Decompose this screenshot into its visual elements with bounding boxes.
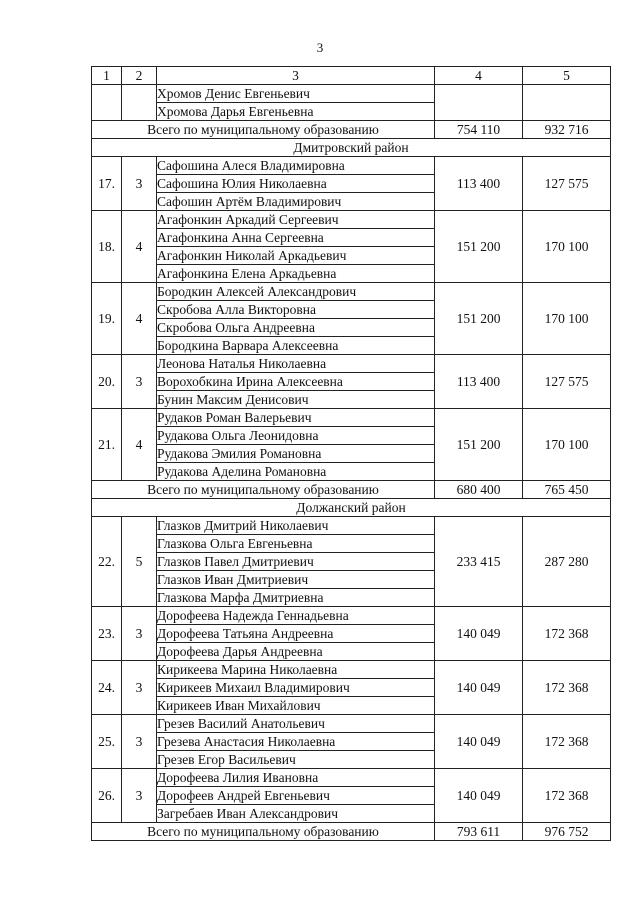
table-row [92,769,611,787]
total-col4: 793 611 [435,823,523,841]
family-col5: 127 575 [523,355,611,409]
member-name: Рудакова Ольга Леонидовна [157,427,435,445]
member-name: Глазков Иван Дмитриевич [157,571,435,589]
member-name: Агафонкин Николай Аркадьевич [157,247,435,265]
total-label: Всего по муниципальному образованию [92,121,435,139]
family-size: 3 [122,157,157,211]
family-col5: 172 368 [523,661,611,715]
family-size: 5 [122,517,157,607]
family-col5: 127 575 [523,157,611,211]
member-name: Сафошина Юлия Николаевна [157,175,435,193]
member-name: Дорофеева Надежда Геннадьевна [157,607,435,625]
table-row [92,157,611,175]
member-name: Агафонкина Елена Аркадьевна [157,265,435,283]
family-col4: 140 049 [435,715,523,769]
family-number: 18. [92,211,122,283]
total-col5: 932 716 [523,121,611,139]
family-col5: 172 368 [523,769,611,823]
family-col4: 113 400 [435,355,523,409]
family-col4: 151 200 [435,211,523,283]
member-name: Сафошин Артём Владимирович [157,193,435,211]
family-col5: 170 100 [523,211,611,283]
district-name: Должанский район [92,499,611,517]
member-name: Бородкина Варвара Алексеевна [157,337,435,355]
total-col4: 754 110 [435,121,523,139]
empty-cell [122,85,157,121]
page-number: 3 [316,40,324,55]
family-number: 23. [92,607,122,661]
member-name: Глазкова Ольга Евгеньевна [157,535,435,553]
member-name: Кирикеева Марина Николаевна [157,661,435,679]
family-size: 3 [122,715,157,769]
family-col4: 151 200 [435,283,523,355]
district-row [92,139,611,157]
member-name: Бунин Максим Денисович [157,391,435,409]
family-col5: 172 368 [523,715,611,769]
family-size: 4 [122,409,157,481]
member-name: Хромов Денис Евгеньевич [157,85,435,103]
family-col4: 233 415 [435,517,523,607]
table-row [92,409,611,427]
header-cell: 2 [122,67,157,85]
member-name: Агафонкина Анна Сергеевна [157,229,435,247]
member-name: Глазков Дмитрий Николаевич [157,517,435,535]
family-number: 17. [92,157,122,211]
family-col5: 170 100 [523,283,611,355]
empty-cell [435,85,523,121]
table-row [92,517,611,535]
member-name: Грезев Егор Васильевич [157,751,435,769]
total-row [92,823,611,841]
header-cell: 3 [157,67,435,85]
member-name: Рудаков Роман Валерьевич [157,409,435,427]
family-number: 19. [92,283,122,355]
family-size: 3 [122,607,157,661]
table-row [92,607,611,625]
header-cell: 4 [435,67,523,85]
family-col5: 287 280 [523,517,611,607]
header-cell: 1 [92,67,122,85]
member-name: Дорофеев Андрей Евгеньевич [157,787,435,805]
member-name: Кирикеев Иван Михайлович [157,697,435,715]
member-name: Глазкова Марфа Дмитриевна [157,589,435,607]
member-name: Грезев Василий Анатольевич [157,715,435,733]
table-row [92,355,611,373]
empty-cell [92,85,122,121]
member-name: Дорофеева Дарья Андреевна [157,643,435,661]
member-name: Агафонкин Аркадий Сергеевич [157,211,435,229]
total-label: Всего по муниципальному образованию [92,481,435,499]
member-name: Грезева Анастасия Николаевна [157,733,435,751]
family-number: 21. [92,409,122,481]
family-col4: 140 049 [435,607,523,661]
table-body [92,67,611,841]
member-name: Ворохобкина Ирина Алексеевна [157,373,435,391]
member-name: Кирикеев Михаил Владимирович [157,679,435,697]
table-row [92,661,611,679]
member-name: Дорофеева Татьяна Андреевна [157,625,435,643]
member-name: Скробова Ольга Андреевна [157,319,435,337]
total-label: Всего по муниципальному образованию [92,823,435,841]
table-row [92,715,611,733]
member-name: Глазков Павел Дмитриевич [157,553,435,571]
district-row [92,499,611,517]
family-col4: 140 049 [435,661,523,715]
table-row [92,85,611,103]
member-name: Бородкин Алексей Александрович [157,283,435,301]
member-name: Сафошина Алеся Владимировна [157,157,435,175]
family-col5: 170 100 [523,409,611,481]
total-col5: 765 450 [523,481,611,499]
family-number: 20. [92,355,122,409]
family-size: 3 [122,769,157,823]
total-col4: 680 400 [435,481,523,499]
total-row [92,481,611,499]
family-col4: 151 200 [435,409,523,481]
member-name: Леонова Наталья Николаевна [157,355,435,373]
table-row [92,283,611,301]
table-row [92,211,611,229]
family-size: 4 [122,283,157,355]
family-size: 4 [122,211,157,283]
member-name: Загребаев Иван Александрович [157,805,435,823]
family-size: 3 [122,661,157,715]
district-name: Дмитровский район [92,139,611,157]
total-row [92,121,611,139]
family-number: 26. [92,769,122,823]
empty-cell [523,85,611,121]
family-number: 25. [92,715,122,769]
header-cell: 5 [523,67,611,85]
family-col4: 140 049 [435,769,523,823]
family-col4: 113 400 [435,157,523,211]
beneficiaries-table [91,66,611,841]
member-name: Скробова Алла Викторовна [157,301,435,319]
family-number: 24. [92,661,122,715]
member-name: Рудакова Эмилия Романовна [157,445,435,463]
member-name: Хромова Дарья Евгеньевна [157,103,435,121]
family-number: 22. [92,517,122,607]
header-row [92,67,611,85]
family-col5: 172 368 [523,607,611,661]
family-size: 3 [122,355,157,409]
total-col5: 976 752 [523,823,611,841]
member-name: Дорофеева Лилия Ивановна [157,769,435,787]
member-name: Рудакова Аделина Романовна [157,463,435,481]
